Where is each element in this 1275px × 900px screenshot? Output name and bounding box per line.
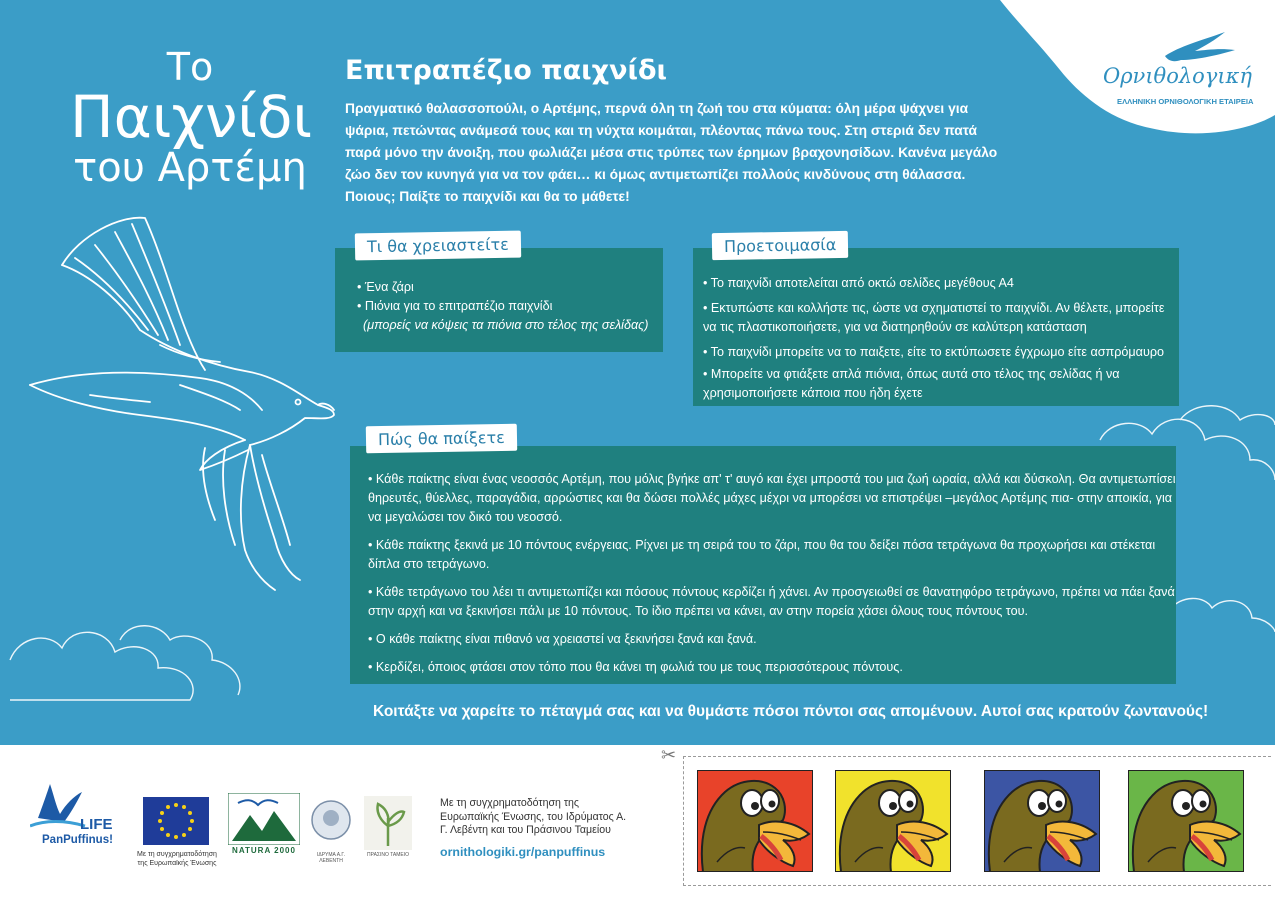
green-fund-logo-icon: [364, 796, 412, 850]
prep-item: • Το παιχνίδι αποτελείται από οκτώ σελίδες μεγέθους Α4: [703, 276, 1014, 290]
pawn-cutout: [984, 770, 1100, 872]
preparation-label: Προετοιμασία: [712, 231, 849, 260]
needs-note: (μπορείς να κόψεις τα πιόνια στο τέλος της σελίδας): [363, 318, 649, 332]
game-title: [70, 45, 313, 191]
pawn-cutout: [697, 770, 813, 872]
needs-panel: [335, 248, 663, 352]
natura-logo-icon: [228, 793, 300, 845]
panpuffinus-label: PanPuffinus!: [42, 834, 113, 846]
title-line-2: Παιχνίδι: [70, 83, 313, 151]
closing-message: Κοιτάξτε να χαρείτε το πέταγμά σας και να θυμάστε πόσοι πόντοι σας απομένουν. Αυτοί σας κρατούν ζωντανούς!: [373, 703, 1209, 720]
ornithologiki-logo: [1095, 26, 1255, 116]
leventis-logo-icon: [310, 798, 352, 850]
natura-caption: NATURA 2000: [232, 846, 296, 855]
website-link[interactable]: ornithologiki.gr/panpuffinus: [440, 845, 606, 859]
rules-item: • Ο κάθε παίκτης είναι πιθανό να χρειαστεί να ξεκινήσει ξανά και ξανά.: [368, 632, 757, 646]
prep-item: • Μπορείτε να φτιάξετε απλά πιόνια, όπως αυτά στο τέλος της σελίδας ή να χρησιμοποιήσετε κάποια που ήδη έχετε: [703, 367, 1120, 400]
rules-item: • Κάθε τετράγωνο του λέει τι αντιμετωπίζει και πόσους πόντους κερδίζει ή χάνει. Αν προσγειωθεί σε θανατηφόρο τετράγωνο, πρέπει να πάει ξανά στην αρχή και να ξεκινήσει πάλι με 10 πόντους. Το ίδιο πρέπει να κάνει, αν στην πορεία χάσει όλους τους πόντους του.: [368, 585, 1175, 618]
eu-flag-icon: [143, 797, 209, 845]
rules-item: • Κάθε παίκτης είναι ένας νεοσσός Αρτέμη, που μόλις βγήκε απ' τ' αυγό και έχει μπροστά του μια ζωή ωραία, αλλά και δύσκολη. Θα αντιμετωπίσει θηρευτές, θύελλες, παραγάδια, αρρώστιες και θα δώσει πολλές μάχες μέχρι να μπορέσει να επιστρέψει –μεγάλος Αρτέμης πια- στην αποικία, για να μεγαλώσει τον δικό του νεοσσό.: [368, 472, 1176, 524]
rules-item: • Κερδίζει, όποιος φτάσει στον τόπο που θα κάνει τη φωλιά του με τους περισσότερους πόντους.: [368, 660, 903, 674]
life-label: LIFE: [80, 816, 113, 833]
rules-item: • Κάθε παίκτης ξεκινά με 10 πόντους ενέργειας. Ρίχνει με τη σειρά του το ζάρι, που θα του δείξει πόσα τετράγωνα θα προχωρήσει και στέκεται δίπλα στο τετράγωνο.: [368, 538, 1156, 571]
logo-name: Ορνιθολογική: [1103, 64, 1252, 88]
needs-label: Τι θα χρειαστείτε: [355, 231, 521, 261]
pawn-cutout: [1128, 770, 1244, 872]
swift-bird-icon: [1095, 26, 1255, 66]
funding-text: Με τη συγχρηματοδότηση της Ευρωπαϊκής Ένωσης, του Ιδρύματος Α. Γ. Λεβέντη και του Πράσινου Ταμείου: [440, 797, 627, 836]
prep-item: • Εκτυπώστε και κολλήστε τις, ώστε να σχηματιστεί το παιχνίδι. Αν θέλετε, μπορείτε να τις πλαστικοποιήσετε, για να διατηρηθούν σε καλύτερη κατάσταση: [703, 301, 1165, 334]
needs-item: • Πιόνια για το επιτραπέζιο παιχνίδι: [357, 299, 553, 313]
green-fund-caption: ΠΡΑΣΙΝΟ ΤΑΜΕΙΟ: [367, 852, 409, 858]
leventis-caption: ΙΔΡΥΜΑ Α.Γ. ΛΕΒΕΝΤΗ: [316, 852, 346, 864]
preparation-panel: [693, 248, 1179, 406]
title-line-3: του Αρτέμη: [73, 145, 307, 191]
prep-item: • Το παιχνίδι μπορείτε να το παιξετε, είτε το εκτύπωσετε έγχρωμο είτε ασπρόμαυρο: [703, 345, 1165, 359]
logo-subtitle: ΕΛΛΗΝΙΚΗ ΟΡΝΙΘΟΛΟΓΙΚΗ ΕΤΑΙΡΕΙΑ: [1117, 97, 1254, 106]
title-line-1: Το: [166, 45, 214, 89]
scissors-icon: ✂: [661, 745, 677, 765]
rules-label: Πώς θα παίξετε: [366, 424, 517, 454]
needs-item: • Ένα ζάρι: [357, 280, 414, 294]
intro-paragraph: Πραγματικό θαλασσοπούλι, ο Αρτέμης, περνά όλη τη ζωή του στα κύματα: όλη μέρα ψάχνει για ψάρια, πετώντας ανάμεσά τους και τη νύχτα κοιμάται, πλέοντας πάνω τους. Στη στεριά δεν πατά παρά μόνο την άνοιξη, που φωλιάζει μέσα στις τρύπες των έρημων βραχονησίδων. Κανένα μεγάλο ζώο δεν τον κυνηγά για να τον φάει… κι όμως αντιμετωπίζει πολλούς κινδύνους στη θάλασσα. Ποιους; Παίξτε το παιχνίδι και θα το μάθετε!: [345, 101, 998, 204]
eu-caption: Με τη συγχρηματοδότηση της Ευρωπαϊκής Ένωσης: [137, 851, 217, 867]
pawn-cutout: [835, 770, 951, 872]
rules-panel: [350, 446, 1176, 684]
section-heading: Επιτραπέζιο παιχνίδι: [345, 55, 668, 86]
